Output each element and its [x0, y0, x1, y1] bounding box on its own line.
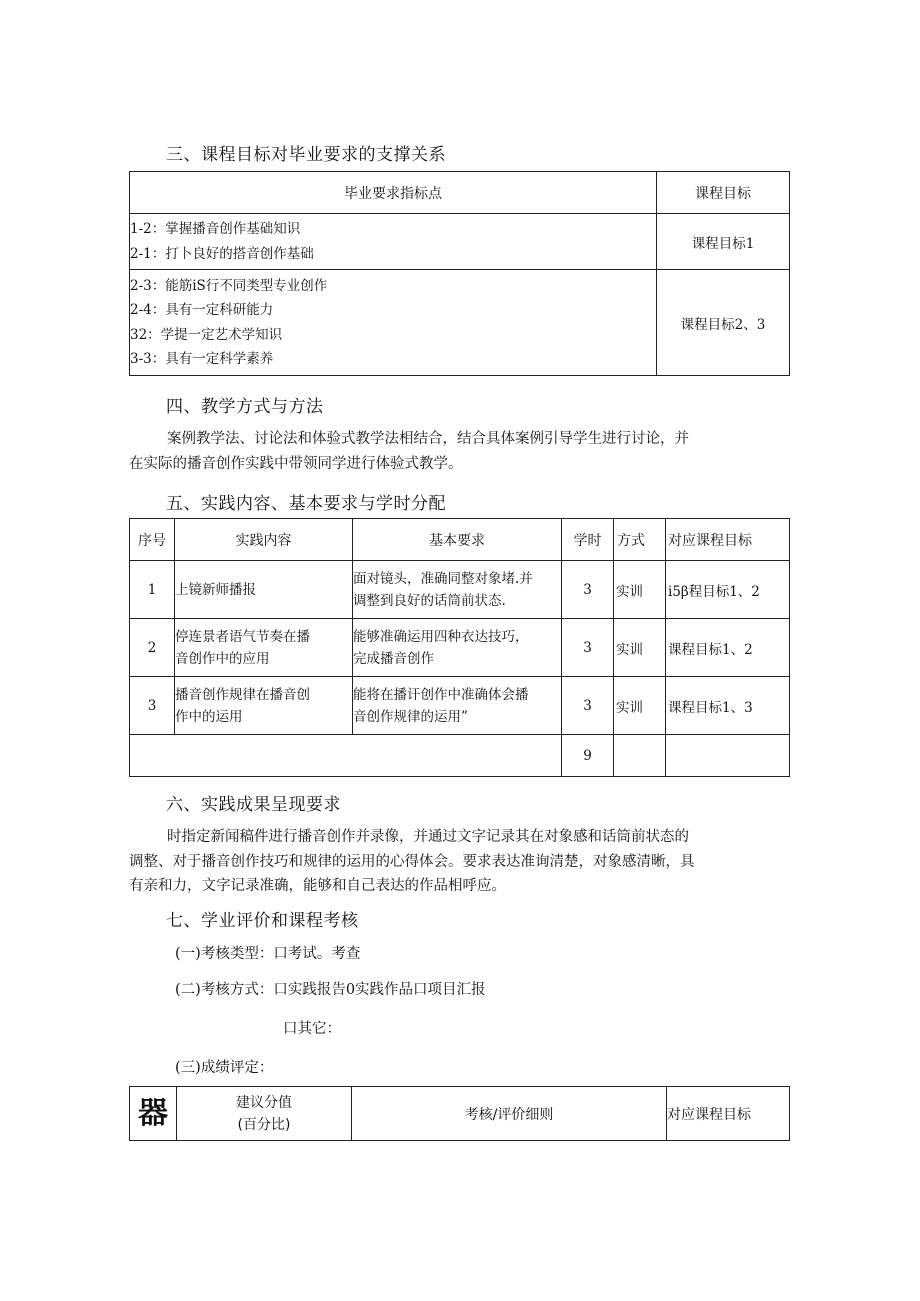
- assessment-method-other: 口其它：: [283, 1021, 341, 1037]
- grading-table: [129, 1086, 790, 1141]
- section-6-title: 六、实践成果呈现要求: [166, 795, 341, 815]
- req-line: 音创作规律的运用”: [353, 708, 468, 725]
- support-table-row-goal: 课程目标1: [657, 214, 790, 270]
- assessment-type: (一)考核类型：口考试。考查: [175, 946, 361, 962]
- support-table-header-points: 毕业要求指标点: [130, 172, 657, 214]
- grading-header-score: [177, 1087, 352, 1141]
- req-line: 能将在播讦创作中准确体会播: [353, 686, 529, 703]
- practice-header-content: 实践内容: [175, 519, 353, 561]
- practice-row-content: [175, 561, 353, 619]
- section-4-title: 四、教学方式与方法: [166, 397, 324, 417]
- assessment-method: (二)考核方式：口实践报告0实践作品口项目汇报: [175, 982, 486, 998]
- practice-row-no: 2: [130, 619, 175, 677]
- content-line: 上镜新师播报: [175, 581, 256, 598]
- practice-row-goal: 课程目标1、2: [666, 619, 790, 677]
- practice-row-hours: 3: [562, 677, 614, 735]
- paragraph-line: 调整、对于播音创作技巧和规律的运用的心得体会。要求表达准询清楚，对象感清晰，具: [129, 853, 695, 870]
- grade-evaluation: (三)成绩评定：: [175, 1060, 274, 1076]
- support-table: [129, 171, 790, 376]
- practice-row-goal: i5β程目标1、2: [666, 561, 790, 619]
- practice-row-req: [353, 561, 562, 619]
- point-line: 32：学提一定艺术学知识: [130, 326, 283, 343]
- content-line: 播音创作规律在播音创: [175, 686, 310, 703]
- support-table-row-points: [130, 270, 657, 376]
- point-line: 2-1：打卜良好的搭音创作基础: [130, 245, 314, 262]
- req-line: 面对镜头，准确同整对象堵.并: [353, 570, 533, 587]
- practice-header-req: 基本要求: [353, 519, 562, 561]
- practice-row-content: [175, 677, 353, 735]
- practice-total-hours: 9: [562, 735, 614, 777]
- section-7-title: 七、学业评价和课程考核: [166, 911, 359, 931]
- practice-header-no: 序号: [130, 519, 175, 561]
- section-6-paragraph: [129, 825, 789, 899]
- paragraph-line: 有亲和力，文字记录准确，能够和自己表达的作品相呼应。: [129, 878, 506, 894]
- point-line: 1-2：掌握播音创作基础知识: [130, 221, 301, 237]
- practice-row-mode: 实训: [614, 677, 666, 735]
- req-line: 能够准确运用四种衣达技巧，: [353, 628, 529, 645]
- support-table-row-goal: 课程目标2、3: [657, 270, 790, 376]
- req-line: 调整到良好的话筒前状态.: [353, 592, 506, 609]
- paragraph-line: 在实际的播音创作实践中带领同学进行体验式教学。: [129, 455, 463, 472]
- section-3-title: 三、课程目标对毕业要求的支撑关系: [166, 145, 446, 165]
- practice-row-content: [175, 619, 353, 677]
- grading-corner-glyph: 器: [130, 1087, 177, 1141]
- practice-header-hours: 学时: [562, 519, 614, 561]
- paragraph-line: 案例教学法、讨论法和体验式教学法相结合，结合具体案例引导学生进行讨论，并: [167, 431, 689, 447]
- paragraph-line: 时指定新闻稿件进行播音创作并录像，并通过文字记录其在对象感和话筒前状态的: [167, 829, 689, 845]
- practice-row-hours: 3: [562, 561, 614, 619]
- practice-table: [129, 518, 790, 777]
- content-line: 停连景者语气节奏在播: [175, 628, 310, 645]
- practice-row-no: 3: [130, 677, 175, 735]
- practice-row-req: [353, 677, 562, 735]
- req-line: 完成播音创作: [353, 650, 434, 667]
- support-table-row-points: [130, 214, 657, 270]
- practice-row-req: [353, 619, 562, 677]
- practice-row-no: 1: [130, 561, 175, 619]
- section-4-paragraph: [129, 427, 789, 476]
- practice-row-hours: 3: [562, 619, 614, 677]
- section-5-title: 五、实践内容、基本要求与学时分配: [166, 494, 446, 514]
- point-line: 2-3：能筋iS行不同类型专业创作: [130, 277, 328, 294]
- point-line: 3-3：具有一定科学素养: [130, 351, 274, 367]
- practice-row-goal: 课程目标1、3: [666, 677, 790, 735]
- practice-total-empty: [614, 735, 666, 777]
- practice-header-goal: 对应课程目标: [666, 519, 790, 561]
- score-line: 建议分值: [236, 1094, 292, 1111]
- practice-row-mode: 实训: [614, 619, 666, 677]
- grading-header-rules: 考核/评价细则: [352, 1087, 667, 1141]
- grading-header-goal: 对应课程目标: [667, 1087, 790, 1141]
- score-line: (百分比): [237, 1116, 291, 1133]
- practice-header-mode: 方式: [614, 519, 666, 561]
- point-line: 2-4：具有一定科研能力: [130, 302, 274, 318]
- content-line: 音创作中的应用: [175, 650, 270, 667]
- practice-total-empty: [666, 735, 790, 777]
- practice-total-label: [130, 735, 562, 777]
- content-line: 作中的运用: [175, 708, 243, 725]
- practice-row-mode: 实训: [614, 561, 666, 619]
- support-table-header-goal: 课程目标: [657, 172, 790, 214]
